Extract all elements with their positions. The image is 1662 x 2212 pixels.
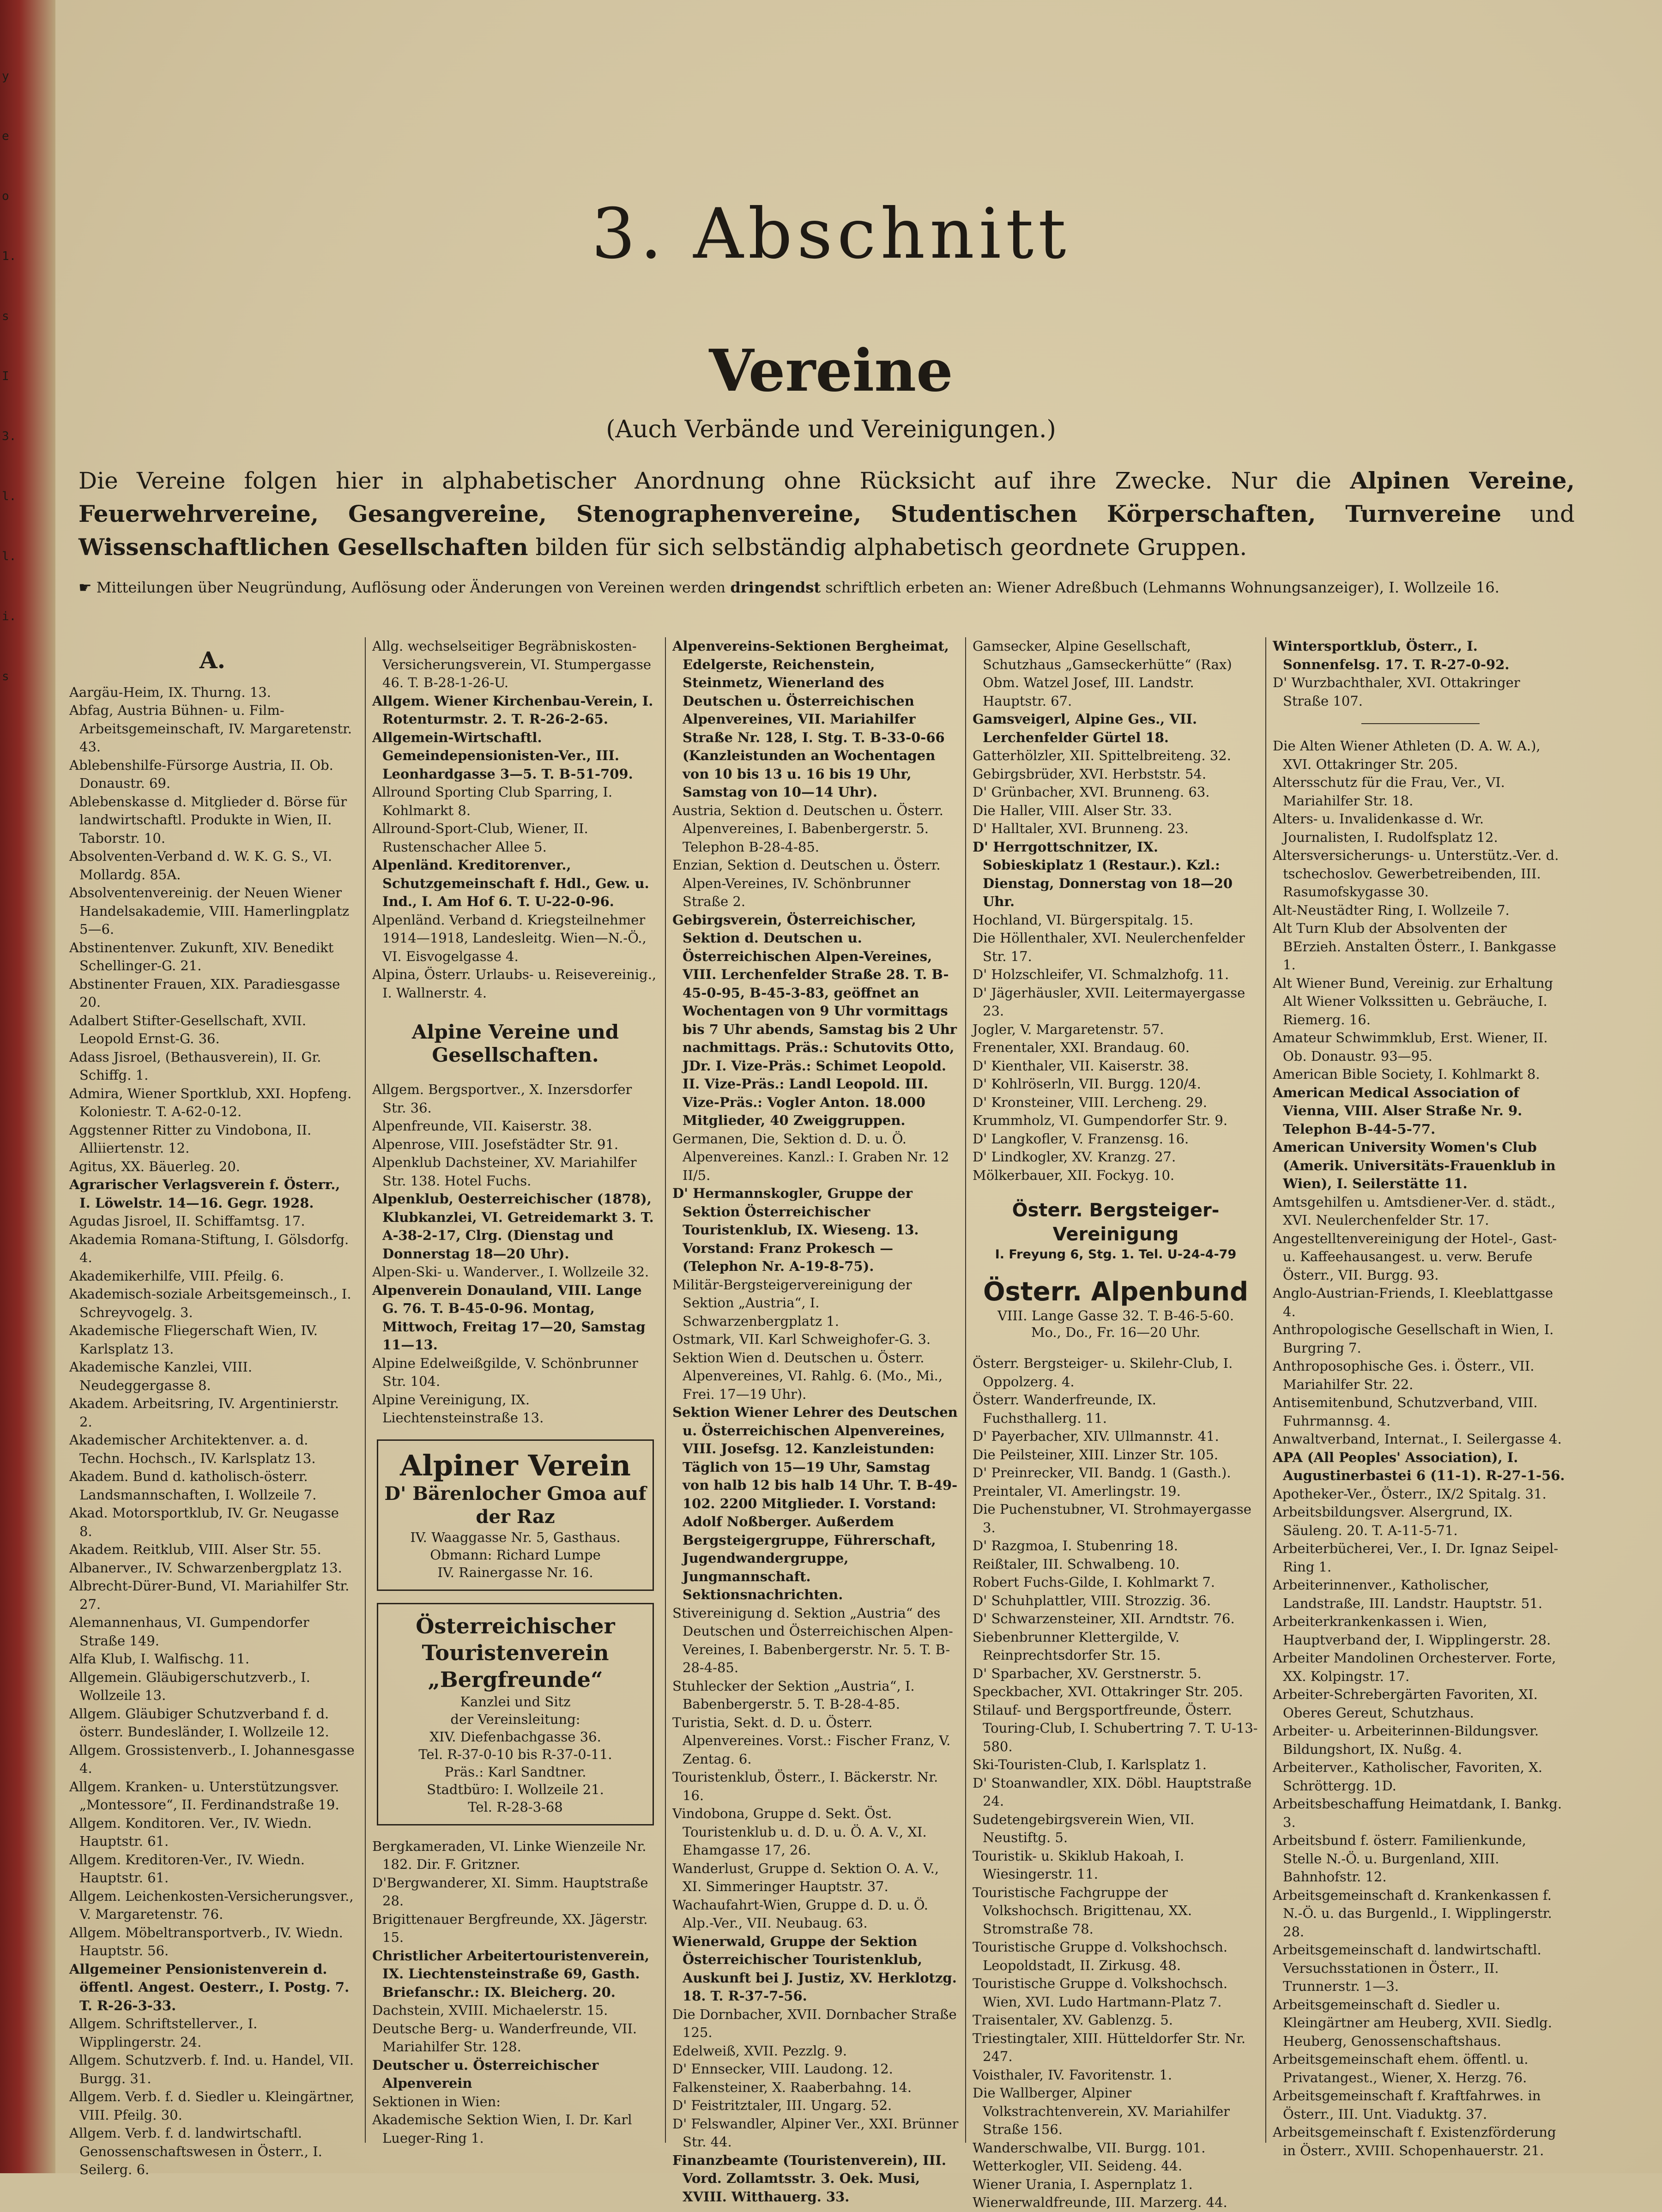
ad-title: Österr. Bergsteiger-Vereinigung	[1012, 1200, 1220, 1245]
list-item: Alt Turn Klub der Absolventen der BErzieh. Anstalten Österr., I. Bankgasse 1.	[1273, 920, 1556, 973]
list-item: D' Stoanwandler, XIX. Döbl. Hauptstraße 24.	[973, 1775, 1252, 1809]
ad-subtitle: D' Bärenlocher Gmoa auf der Raz	[384, 1482, 647, 1528]
list-item: D' Wurzbachthaler, XVI. Ottakringer Straße 107.	[1273, 675, 1520, 709]
list-item: Arbeitsgemeinschaft d. Siedler u. Kleingärtner am Heuberg, XVII. Siedlg. Heuberg, Genossenschaftshaus.	[1273, 1996, 1552, 2049]
list-item: Aggstenner Ritter zu Vindobona, II. Alliiertenstr. 12.	[69, 1122, 312, 1156]
column-2-list-c	[372, 1837, 659, 2148]
list-item: Wetterkogler, VII. Seideng. 44.	[973, 2158, 1183, 2174]
ad-line: Präs.: Karl Sandtner.	[444, 1764, 586, 1780]
list-item: D' Schwarzensteiner, XII. Arndtstr. 76.	[973, 1611, 1235, 1626]
list-item: Akademisch-soziale Arbeitsgemeinsch., I. Schreyvogelg. 3.	[69, 1286, 351, 1320]
list-item: Die Peilsteiner, XIII. Linzer Str. 105.	[973, 1446, 1219, 1463]
list-item: Falkensteiner, X. Raaberbahng. 14.	[672, 2079, 912, 2095]
list-item: D' Halltaler, XVI. Brunneng. 23.	[973, 821, 1189, 836]
list-item: Wintersportklub, Österr., I. Sonnenfelsg. 17. T. R-27-0-92.	[1273, 638, 1510, 672]
list-item: Amtsgehilfen u. Amtsdiener-Ver. d. städt., XVI. Neulerchenfelder Str. 17.	[1273, 1194, 1556, 1228]
list-item: Arbeiter-Schrebergärten Favoriten, XI. Oberes Gereut, Schutzhaus.	[1273, 1686, 1538, 1721]
list-item: D' Payerbacher, XIV. Ullmannstr. 41.	[973, 1428, 1219, 1444]
list-item: Akad. Motorsportklub, IV. Gr. Neugasse 8.	[69, 1505, 339, 1539]
list-item: Stuhlecker der Sektion „Austria“, I. Babenbergerstr. 5. T. B-28-4-85.	[672, 1678, 915, 1712]
list-item: Anglo-Austrian-Friends, I. Kleeblattgasse 4.	[1273, 1285, 1553, 1319]
list-item: Apotheker-Ver., Österr., IX/2 Spitalg. 31.	[1273, 1486, 1547, 1502]
list-item: Dachstein, XVIII. Michaelerstr. 15.	[372, 2002, 608, 2018]
list-item: Jogler, V. Margaretenstr. 57.	[973, 1021, 1164, 1037]
edge-letter: 1.	[2, 249, 17, 263]
list-item: Vindobona, Gruppe d. Sekt. Öst. Touristenklub u. d. D. u. Ö. A. V., XI. Ehamgasse 17, 26.	[672, 1806, 927, 1858]
intro-text-1: Die Vereine folgen hier in alphabetischer Anordnung ohne Rücksicht auf ihre Zwecke. Nur die	[79, 467, 1350, 494]
list-item: D' Kienthaler, VII. Kaiserstr. 38.	[973, 1058, 1189, 1074]
list-item: Allgem. Kranken- u. Unterstützungsver. „Montessore“, II. Ferdinandstraße 19.	[69, 1778, 339, 1813]
list-item: D' Kronsteiner, VIII. Lercheng. 29.	[973, 1094, 1207, 1110]
list-item: Arbeiter- u. Arbeiterinnen-Bildungsver. Bildungshort, IX. Nußg. 4.	[1273, 1723, 1539, 1757]
list-item: D' Lindkogler, XV. Kranzg. 27.	[973, 1149, 1176, 1165]
column-3-list	[672, 637, 959, 2206]
list-item: D' Felswandler, Alpiner Ver., XXI. Brünner Str. 44.	[672, 2115, 959, 2150]
list-item: Alt-Neustädter Ring, I. Wollzeile 7.	[1273, 902, 1510, 918]
ad-line: IV. Waaggasse Nr. 5, Gasthaus.	[410, 1529, 621, 1545]
list-item: Abstinenter Frauen, XIX. Paradiesgasse 20.	[69, 976, 340, 1010]
list-item: Finanzbeamte (Touristenverein), III. Vord. Zollamtsstr. 3. Oek. Musi, XVIII. Witthauerg. 33.	[672, 2152, 946, 2205]
list-item: Österr. Bergsteiger- u. Skilehr-Club, I. Oppolzerg. 4.	[973, 1355, 1233, 1390]
list-item: Arbeitsgemeinschaft f. Existenzförderung in Österr., XVIII. Schopenhauerstr. 21.	[1273, 2124, 1556, 2158]
list-item: D' Sparbacher, XV. Gerstnerstr. 5.	[973, 1665, 1202, 1681]
list-item: D' Holzschleifer, VI. Schmalzhofg. 11.	[973, 967, 1229, 982]
ad-alpenbund	[973, 1277, 1259, 1341]
edge-letter: y	[2, 69, 9, 83]
list-item: Deutsche Berg- u. Wanderfreunde, VII. Mariahilfer Str. 128.	[372, 2020, 637, 2055]
pointing-hand-icon: ☛	[79, 579, 92, 596]
intro-paragraph	[79, 464, 1575, 564]
list-item: Alpenfreunde, VII. Kaiserstr. 38.	[372, 1118, 592, 1134]
list-item: Amateur Schwimmklub, Erst. Wiener, II. Ob. Donaustr. 93—95.	[1273, 1030, 1548, 1064]
list-item: D'Bergwanderer, XI. Simm. Hauptstraße 28.	[372, 1874, 648, 1909]
list-item: Altersschutz für die Frau, Ver., VI. Mariahilfer Str. 18.	[1273, 774, 1505, 809]
list-item: Allgemeiner Pensionistenverein d. öffentl. Angest. Oesterr., I. Postg. 7. T. R-26-3-33.	[69, 1961, 350, 2013]
list-item: Wachaufahrt-Wien, Gruppe d. D. u. Ö. Alp.-Ver., VII. Neubaug. 63.	[672, 1897, 929, 1931]
list-item: Agrarischer Verlagsverein f. Österr., I. Löwelstr. 14—16. Gegr. 1928.	[69, 1177, 340, 1211]
list-item: Alpenvereins-Sektionen Bergheimat, Edelgerste, Reichenstein, Steinmetz, Wienerland des Deutschen u. Österreichischen Alpenvereines, VII. Mariahilfer Straße Nr. 128, I. Stg. T. B-33-0-66 (Kanzleistunden an Wochentagen von 10 bis 13 u. 16 bis 19 Uhr, Samstag von 10—14 Uhr).	[672, 638, 949, 800]
list-item: Anthroposophische Ges. i. Österr., VII. Mariahilfer Str. 22.	[1273, 1358, 1535, 1392]
ad-lines	[973, 1307, 1259, 1341]
list-item: Arbeitsgemeinschaft d. landwirtschaftl. Versuchsstationen in Österr., II. Trunnerstr. 1—3.	[1273, 1942, 1541, 1994]
list-item: D' Ennsecker, VIII. Laudong. 12.	[672, 2061, 893, 2077]
list-item: Albanerver., IV. Schwarzenbergplatz 13.	[69, 1559, 342, 1576]
column-2-list-a	[372, 637, 659, 1002]
edge-letter: I	[2, 369, 9, 383]
list-item: Alpen-Ski- u. Wanderver., I. Wollzeile 32.	[372, 1264, 649, 1280]
list-item: Gebirgsbrüder, XVI. Herbststr. 54.	[973, 766, 1207, 782]
list-item: Krummholz, VI. Gumpendorfer Str. 9.	[973, 1112, 1228, 1128]
list-item: Gamsecker, Alpine Gesellschaft, Schutzhaus „Gamseckerhütte“ (Rax) Obm. Watzel Josef, III. Landstr. Hauptstr. 67.	[973, 638, 1232, 709]
list-item: Alpina, Österr. Urlaubs- u. Reisevereinig., I. Wallnerstr. 4.	[372, 967, 657, 1001]
list-item: Reißtaler, III. Schwalbeng. 10.	[973, 1556, 1180, 1572]
list-item: Allgem. Bergsportver., X. Inzersdorfer Str. 36.	[372, 1082, 632, 1116]
list-item: Allgemein-Wirtschaftl. Gemeindepensionisten-Ver., III. Leonhardgasse 3—5. T. B-51-709.	[372, 729, 633, 782]
list-item: Allgem. Gläubiger Schutzverband f. d. österr. Bundesländer, I. Wollzeile 12.	[69, 1705, 329, 1740]
list-item: Mölkerbauer, XII. Fockyg. 10.	[973, 1167, 1175, 1183]
list-item: Österr. Wanderfreunde, IX. Fuchsthallerg. 11.	[973, 1392, 1156, 1426]
list-item: Abfag, Austria Bühnen- u. Film-Arbeitsgemeinschaft, IV. Margaretenstr. 43.	[69, 702, 352, 755]
list-item: Akademische Sektion Wien, I. Dr. Karl Lueger-Ring 1.	[372, 2112, 632, 2146]
ad-alpiner-verein	[377, 1439, 654, 1591]
list-item: Absolventen-Verband d. W. K. G. S., VI. Mollardg. 85A.	[69, 848, 332, 882]
list-item: Sektion Wien d. Deutschen u. Österr. Alpenvereines, VI. Rahlg. 6. (Mo., Mi., Frei. 17—19 Uhr).	[672, 1349, 943, 1402]
list-item: Akademikerhilfe, VIII. Pfeilg. 6.	[69, 1268, 284, 1284]
list-item: Touristische Gruppe d. Volkshochsch. Leopoldstadt, II. Zirkusg. 48.	[973, 1939, 1228, 1973]
edge-letter: s	[2, 309, 9, 323]
list-item: Brigittenauer Bergfreunde, XX. Jägerstr. 15.	[372, 1911, 648, 1945]
list-item: Deutscher u. Österreichischer Alpenverein	[372, 2057, 599, 2091]
list-item: Touristische Fachgruppe der Volkshochsch. Brigittenau, XX. Stromstraße 78.	[973, 1884, 1192, 1937]
list-item: Alpenklub, Oesterreichischer (1878), Klubkanzlei, VI. Getreidemarkt 3. T. A-38-2-17, Clrg. (Dienstag und Donnerstag 18—20 Uhr).	[372, 1191, 654, 1262]
ad-title: Österr. Alpenbund	[983, 1277, 1249, 1307]
ad-bergfreunde	[377, 1603, 654, 1825]
list-item: Gatterhölzler, XII. Spittelbreiteng. 32.	[973, 748, 1231, 763]
letter-heading: A.	[199, 647, 226, 674]
ad-line: Tel. R-37-0-10 bis R-37-0-11.	[418, 1746, 612, 1762]
list-item: Angestelltenvereinigung der Hotel-, Gast- u. Kaffeehausangest. u. verw. Berufe Österr., VII. Burgg. 93.	[1273, 1230, 1557, 1283]
list-item: Die Höllenthaler, XVI. Neulerchenfelder Str. 17.	[973, 930, 1245, 964]
list-item: Absolventenvereinig. der Neuen Wiener Handelsakademie, VIII. Hamerlingplatz 5—6.	[69, 885, 350, 937]
edge-letter: e	[2, 129, 9, 143]
list-item: American Medical Association of Vienna, VIII. Alser Straße Nr. 9. Telephon B-44-5-77.	[1273, 1084, 1523, 1137]
list-item: Aargäu-Heim, IX. Thurng. 13.	[69, 684, 271, 700]
page-subtitle: (Auch Verbände und Vereinigungen.)	[606, 416, 1056, 443]
list-item: Sektionen in Wien:	[372, 2093, 501, 2109]
list-item: Allgem. Leichenkosten-Versicherungsver., V. Margaretenstr. 76.	[69, 1888, 354, 1922]
list-item: Gebirgsverein, Österreichischer, Sektion d. Deutschen u. Österreichischen Alpen-Vereines, VIII. Lerchenfelder Straße 28. T. B-45-0-95, B-45-3-83, geöffnet an Wochentagen von 9 Uhr vormittags bis 7 Uhr abends, Samstag bis 2 Uhr nachmittags. Präs.: Schutovits Otto, JDr. I. Vize-Präs.: Schimet Leopold. II. Vize-Präs.: Landl Leopold. III. Vize-Präs.: Vogler Anton. 18.000 Mitglieder, 40 Zweiggruppen.	[672, 912, 957, 1128]
list-item: Ski-Touristen-Club, I. Karlsplatz 1.	[973, 1757, 1207, 1772]
edge-letter: s	[2, 670, 9, 683]
notice-paragraph	[79, 577, 1575, 598]
ad-line: VIII. Lange Gasse 32. T. B-46-5-60.	[997, 1308, 1234, 1324]
list-item: Allgem. Verb. f. d. Siedler u. Kleingärtner, VIII. Pfeilg. 30.	[69, 2089, 355, 2123]
list-item: Agitus, XX. Bäuerleg. 20.	[69, 1158, 241, 1174]
list-item: Arbeitsgemeinschaft f. Kraftfahrwes. in Österr., III. Unt. Viaduktg. 37.	[1273, 2088, 1541, 2122]
ad-title: Alpiner Verein	[400, 1448, 631, 1482]
list-item: Traisentaler, XV. Gablenzg. 5.	[973, 2012, 1173, 2028]
list-item: Altersversicherungs- u. Unterstütz.-Ver. d. tschechoslov. Gewerbetreibenden, III. Rasumofskygasse 30.	[1273, 847, 1559, 900]
list-item: D' Grünbacher, XVI. Brunneng. 63.	[973, 784, 1210, 800]
list-item: Allgem. Grossistenverb., I. Johannesgasse 4.	[69, 1742, 355, 1776]
column-4-list-b	[973, 1354, 1259, 2212]
column-3	[665, 637, 965, 2205]
ad-bergsteiger-vereinigung	[973, 1198, 1259, 1263]
column-5-list-b	[1273, 737, 1568, 2160]
edge-letter: l.	[2, 490, 17, 503]
intro-text-3: bilden für sich selbständig alphabetisch geordnete Gruppen.	[528, 534, 1247, 561]
list-item: Robert Fuchs-Gilde, I. Kohlmarkt 7.	[973, 1574, 1215, 1590]
ad-line: der Vereinsleitung:	[450, 1711, 580, 1727]
list-item: Die Puchenstubner, VI. Strohmayergasse 3.	[973, 1501, 1251, 1535]
list-item: Arbeiterbücherei, Ver., I. Dr. Ignaz Seipel-Ring 1.	[1273, 1541, 1559, 1575]
list-item: Alpine Vereinigung, IX. Liechtensteinstraße 13.	[372, 1391, 544, 1426]
list-item: Alpenländ. Kreditorenver., Schutzgemeinschaft f. Hdl., Gew. u. Ind., I. Am Hof 6. T. U-22-0-96.	[372, 857, 649, 909]
list-item: Allgem. Wiener Kirchenbau-Verein, I. Rotenturmstr. 2. T. R-26-2-65.	[372, 693, 653, 727]
edge-letter: 3.	[2, 429, 17, 443]
list-item: D' Schuhplattler, VIII. Strozzig. 36.	[973, 1592, 1211, 1608]
column-1-list	[69, 683, 356, 2179]
list-item: Arbeiter Mandolinen Orchesterver. Forte, XX. Kolpingstr. 17.	[1273, 1650, 1556, 1684]
column-1	[69, 637, 362, 2177]
list-item: Wienerwald, Gruppe der Sektion Österreichischer Touristenklub, Auskunft bei J. Justiz, XV. Herklotzg. 18. T. R-37-7-56.	[672, 1933, 957, 2004]
intro-bold-1: Alpinen Vereine, Feuerwehrvereine, Gesangvereine, Stenographenvereine, Studentischen Körperschaften, Turnvereine	[79, 467, 1575, 527]
list-item: Arbeitsgemeinschaft ehem. öffentl. u. Privatangest., Wiener, X. Herzg. 76.	[1273, 2051, 1529, 2085]
list-item: Admira, Wiener Sportklub, XXI. Hopfeng. Koloniestr. T. A-62-0-12.	[69, 1085, 352, 1119]
list-item: Ablebenskasse d. Mitglieder d. Börse für landwirtschaftl. Produkte in Wien, II. Taborstr. 10.	[69, 793, 347, 846]
list-item: Allgemein. Gläubigerschutzverb., I. Wollzeile 13.	[69, 1669, 310, 1703]
list-item: Wiener Urania, I. Aspernplatz 1.	[973, 2176, 1193, 2192]
list-item: Christlicher Arbeitertouristenverein, IX. Liechtensteinstraße 69, Gasth. Briefanschr.: IX. Bleicherg. 20.	[372, 1947, 650, 2000]
list-item: Arbeitsbeschaffung Heimatdank, I. Bankg. 3.	[1273, 1796, 1562, 1830]
list-item: D' Razgmoa, I. Stubenring 18.	[973, 1538, 1178, 1553]
list-item: Preintaler, VI. Amerlingstr. 19.	[973, 1483, 1181, 1499]
column-5	[1265, 637, 1575, 2158]
ad-line: I. Freyung 6, Stg. 1. Tel. U-24-4-79	[995, 1247, 1237, 1262]
notice-bold: dringendst	[730, 579, 821, 596]
list-item: Alpenrose, VIII. Josefstädter Str. 91.	[372, 1136, 619, 1152]
list-item: Die Haller, VIII. Alser Str. 33.	[973, 802, 1172, 818]
list-item: Wanderschwalbe, VII. Burgg. 101.	[973, 2139, 1206, 2156]
list-item: Akadem. Reitklub, VIII. Alser Str. 55.	[69, 1541, 321, 1557]
list-item: D' Herrgottschnitzer, IX. Sobieskiplatz 1 (Restaur.). Kzl.: Dienstag, Donnerstag von 18—20 Uhr.	[973, 839, 1233, 909]
list-item: Anthropologische Gesellschaft in Wien, I. Burgring 7.	[1273, 1322, 1554, 1356]
list-item: Arbeiterinnenver., Katholischer, Landstraße, III. Landstr. Hauptstr. 51.	[1273, 1577, 1542, 1611]
list-item: Abstinentenver. Zukunft, XIV. Benedikt Schellinger-G. 21.	[69, 939, 334, 973]
list-item: APA (All Peoples' Association), I. Augustinerbastei 6 (11-1). R-27-1-56.	[1273, 1449, 1565, 1483]
list-item: Turistia, Sekt. d. D. u. Österr. Alpenvereines. Vorst.: Fischer Franz, V. Zentag. 6.	[672, 1714, 951, 1767]
ad-line: Stadtbüro: I. Wollzeile 21.	[427, 1781, 604, 1797]
list-item: Allgem. Konditoren. Ver., IV. Wiedn. Hauptstr. 61.	[69, 1815, 312, 1849]
list-item: D' Hermannskogler, Gruppe der Sektion Österreichischer Touristenklub, IX. Wieseng. 13. Vorstand: Franz Prokesch — (Telephon Nr. A-19-8-75).	[672, 1185, 919, 1274]
section-title: 3. Abschnitt	[591, 194, 1071, 274]
column-4-list-a	[973, 637, 1259, 1185]
list-item: Alpenklub Dachsteiner, XV. Mariahilfer Str. 138. Hotel Fuchs.	[372, 1154, 637, 1189]
list-item: Akademische Fliegerschaft Wien, IV. Karlsplatz 13.	[69, 1323, 318, 1357]
list-item: American University Women's Club (Amerik. Universitäts-Frauenklub in Wien), I. Seilerstätte 11.	[1273, 1139, 1556, 1191]
column-2-list-b	[372, 1081, 659, 1427]
list-item: Sudetengebirgsverein Wien, VII. Neustiftg. 5.	[973, 1811, 1195, 1845]
column-2	[365, 637, 665, 2146]
notice-text-1: Mitteilungen über Neugründung, Auflösung oder Änderungen von Vereinen werden	[96, 579, 731, 596]
list-item: D' Langkofler, V. Franzensg. 16.	[973, 1130, 1189, 1147]
ad-line: IV. Rainergasse Nr. 16.	[437, 1564, 593, 1580]
list-item: Alfa Klub, I. Walfischg. 11.	[69, 1651, 250, 1667]
list-item: Die Dornbacher, XVII. Dornbacher Straße 125.	[672, 2006, 957, 2040]
list-item: Alemannenhaus, VI. Gumpendorfer Straße 149.	[69, 1614, 309, 1649]
list-item: Albrecht-Dürer-Bund, VI. Mariahilfer Str. 27.	[69, 1578, 350, 1612]
ad-line: XIV. Diefenbachgasse 36.	[429, 1729, 601, 1745]
list-item: Touristische Gruppe d. Volkshochsch. Wien, XVI. Ludo Hartmann-Platz 7.	[973, 1976, 1228, 2010]
list-item: Alpine Edelweißgilde, V. Schönbrunner Str. 104.	[372, 1355, 638, 1389]
edge-letter: i.	[2, 610, 17, 623]
list-item: Die Wallberger, Alpiner Volkstrachtenverein, XV. Mariahilfer Straße 156.	[973, 2085, 1230, 2137]
list-item: Antisemitenbund, Schutzverband, VIII. Fuhrmannsg. 4.	[1273, 1395, 1538, 1429]
list-item: Arbeitsbund f. österr. Familienkunde, Stelle N.-Ö. u. Burgenland, XIII. Bahnhofstr. 12.	[1273, 1832, 1526, 1885]
edge-letter: o	[2, 189, 9, 203]
list-item: Stivereinigung d. Sektion „Austria“ des Deutschen und Österreichischen Alpen-Vereines, I. Babenbergerstr. Nr. 5. T. B-28-4-85.	[672, 1605, 953, 1675]
list-item: Akademische Kanzlei, VIII. Neudeggergasse 8.	[69, 1359, 253, 1393]
list-item: American Bible Society, I. Kohlmarkt 8.	[1273, 1066, 1540, 1082]
list-item: D' Preinrecker, VII. Bandg. 1 (Gasth.).	[973, 1465, 1231, 1481]
list-item: Triestingtaler, XIII. Hütteldorfer Str. Nr. 247.	[973, 2030, 1246, 2064]
ad-lines	[384, 1529, 647, 1581]
list-item: D' Kohlröserln, VII. Burgg. 120/4.	[973, 1076, 1201, 1092]
list-item: Akademia Romana-Stiftung, I. Gölsdorfg. 4.	[69, 1231, 349, 1265]
list-item: Akademischer Architektenver. a. d. Techn. Hochsch., IV. Karlsplatz 13.	[69, 1432, 316, 1466]
list-item: D' Jägerhäusler, XVII. Leitermayergasse 23.	[973, 985, 1245, 1019]
list-item: Allgem. Verb. f. d. landwirtschaftl. Genossenschaftswesen in Österr., I. Seilerg. 6.	[69, 2125, 322, 2177]
list-item: Alters- u. Invalidenkasse d. Wr. Journalisten, I. Rudolfsplatz 12.	[1273, 811, 1498, 845]
intro-bold-2: Wissenschaftlichen Gesellschaften	[79, 533, 528, 561]
list-item: Frenentaler, XXI. Brandaug. 60.	[973, 1040, 1190, 1055]
list-item: Ostmark, VII. Karl Schweighofer-G. 3.	[672, 1331, 931, 1347]
list-item: Siebenbrunner Klettergilde, V. Reinprechtsdorfer Str. 15.	[973, 1629, 1180, 1663]
divider	[1361, 723, 1480, 724]
list-item: Arbeitsbildungsver. Alsergrund, IX. Säuleng. 20. T. A-11-5-71.	[1273, 1504, 1513, 1538]
list-item: Arbeiterver., Katholischer, Favoriten, X. Schröttergg. 1D.	[1273, 1759, 1542, 1794]
list-item: Allround-Sport-Club, Wiener, II. Rustenschacher Allee 5.	[372, 821, 588, 855]
list-item: Militär-Bergsteigervereinigung der Sektion „Austria“, I. Schwarzenbergplatz 1.	[672, 1276, 912, 1329]
ad-lines	[384, 1693, 647, 1816]
list-item: Sektion Wiener Lehrer des Deutschen u. Österreichischen Alpenvereines, VIII. Josefsg. 12. Kanzleistunden: Täglich von 15—19 Uhr, Samstag von halb 12 bis halb 14 Uhr. T. B-49-102. 2200 Mitglieder. I. Vorstand: Adolf Noßberger. Außerdem Bergsteigergruppe, Führerschaft, Jugendwandergruppe, Jungmannschaft. Sektionsnachrichten.	[672, 1404, 958, 1602]
list-item: Speckbacher, XVI. Ottakringer Str. 205.	[973, 1684, 1243, 1699]
list-item: D' Feistritztaler, III. Ungarg. 52.	[672, 2097, 892, 2113]
list-item: Anwaltverband, Internat., I. Seilergasse 4.	[1273, 1431, 1562, 1447]
list-item: Arbeiterkrankenkassen i. Wien, Hauptverband der, I. Wipplingerstr. 28.	[1273, 1614, 1551, 1648]
list-item: Bergkameraden, VI. Linke Wienzeile Nr. 182. Dir. F. Gritzner.	[372, 1838, 647, 1872]
column-5-list-a	[1273, 637, 1568, 710]
list-item: Austria, Sektion d. Deutschen u. Österr. Alpenvereines, I. Babenbergerstr. 5. Telephon B-28-4-85.	[672, 802, 943, 855]
list-item: Agudas Jisroel, II. Schiffamtsg. 17.	[69, 1213, 305, 1229]
list-item: Allgem. Schutzverb. f. Ind. u. Handel, VII. Burgg. 31.	[69, 2052, 354, 2086]
list-item: Hochland, VI. Bürgerspitalg. 15.	[973, 912, 1194, 928]
list-item: Stilauf- und Bergsportfreunde, Österr. Touring-Club, I. Schubertring 7. T. U-13-580.	[973, 1702, 1258, 1754]
list-item: Wanderlust, Gruppe d. Sektion O. A. V., XI. Simmeringer Hauptstr. 37.	[672, 1860, 939, 1894]
column-4	[965, 637, 1265, 2210]
list-item: Allgem. Möbeltransportverb., IV. Wiedn. Hauptstr. 56.	[69, 1924, 343, 1958]
list-item: Enzian, Sektion d. Deutschen u. Österr. Alpen-Vereines, IV. Schönbrunner Straße 2.	[672, 857, 941, 909]
list-item: Akadem. Arbeitsring, IV. Argentinierstr. 2.	[69, 1396, 339, 1430]
list-item: Allround Sporting Club Sparring, I. Kohlmarkt 8.	[372, 784, 613, 818]
ad-line: Kanzlei und Sitz	[460, 1693, 571, 1710]
list-item: Edelweiß, XVII. Pezzlg. 9.	[672, 2043, 847, 2059]
directory-columns	[69, 637, 1593, 2210]
notice-text-2: schriftlich erbeten an: Wiener Adreßbuch (Lehmanns Wohnungsanzeiger), I. Wollzeile 16.	[821, 579, 1499, 596]
list-item: Akadem. Bund d. katholisch-österr. Landsmannschaften, I. Wollzeile 7.	[69, 1469, 317, 1503]
intro-text-2: und	[1501, 501, 1575, 527]
list-item: Alpenverein Donauland, VIII. Lange G. 76. T. B-45-0-96. Montag, Mittwoch, Freitag 17—20, Samstag 11—13.	[372, 1282, 646, 1353]
list-item: Touristenklub, Österr., I. Bäckerstr. Nr. 16.	[672, 1769, 938, 1803]
alpine-subheading: Alpine Vereine und Gesellschaften.	[411, 1021, 619, 1066]
ad-line: Tel. R-28-3-68	[468, 1799, 563, 1815]
list-item: Touristik- u. Skiklub Hakoah, I. Wiesingerstr. 11.	[973, 1848, 1185, 1882]
list-item: Adass Jisroel, (Bethausverein), II. Gr. Schiffg. 1.	[69, 1049, 321, 1083]
list-item: Allgem. Schriftstellerver., I. Wipplingerstr. 24.	[69, 2016, 258, 2050]
edge-letter: l.	[2, 550, 17, 563]
page-title: Vereine	[709, 337, 953, 405]
list-item: Voisthaler, IV. Favoritenstr. 1.	[973, 2067, 1172, 2083]
ad-line: Mo., Do., Fr. 16—20 Uhr.	[1031, 1324, 1201, 1340]
list-item: Wienerwaldfreunde, III. Marzerg. 44.	[973, 2194, 1227, 2210]
list-item: Arbeitsgemeinschaft d. Krankenkassen f. N.-Ö. u. das Burgenld., I. Wipplingerstr. 28.	[1273, 1887, 1552, 1940]
list-item: Allgem. Kreditoren-Ver., IV. Wiedn. Hauptstr. 61.	[69, 1851, 305, 1886]
list-item: Germanen, Die, Sektion d. D. u. Ö. Alpenvereines. Kanzl.: I. Graben Nr. 12 II/5.	[672, 1130, 949, 1183]
list-item: Gamsveigerl, Alpine Ges., VII. Lerchenfelder Gürtel 18.	[973, 711, 1197, 745]
list-item: Die Alten Wiener Athleten (D. A. W. A.), XVI. Ottakringer Str. 205.	[1273, 738, 1541, 772]
list-item: Alt Wiener Bund, Vereinig. zur Erhaltung Alt Wiener Volkssitten u. Gebräuche, I. Riemerg. 16.	[1273, 975, 1553, 1027]
list-item: Ablebenshilfe-Fürsorge Austria, II. Ob. Donaustr. 69.	[69, 757, 333, 791]
list-item: Alpenländ. Verband d. Kriegsteilnehmer 1914—1918, Landesleitg. Wien—N.-Ö., VI. Eisvogelgasse 4.	[372, 912, 647, 964]
list-item: Adalbert Stifter-Gesellschaft, XVII. Leopold Ernst-G. 36.	[69, 1012, 307, 1046]
ad-title: Österreichischer Touristenverein „Bergfreunde“	[416, 1613, 615, 1692]
list-item: Allg. wechselseitiger Begräbniskosten-Versicherungsverein, VI. Stumpergasse 46. T. B-28-1-26-U.	[372, 638, 652, 690]
ad-line: Obmann: Richard Lumpe	[430, 1547, 601, 1563]
